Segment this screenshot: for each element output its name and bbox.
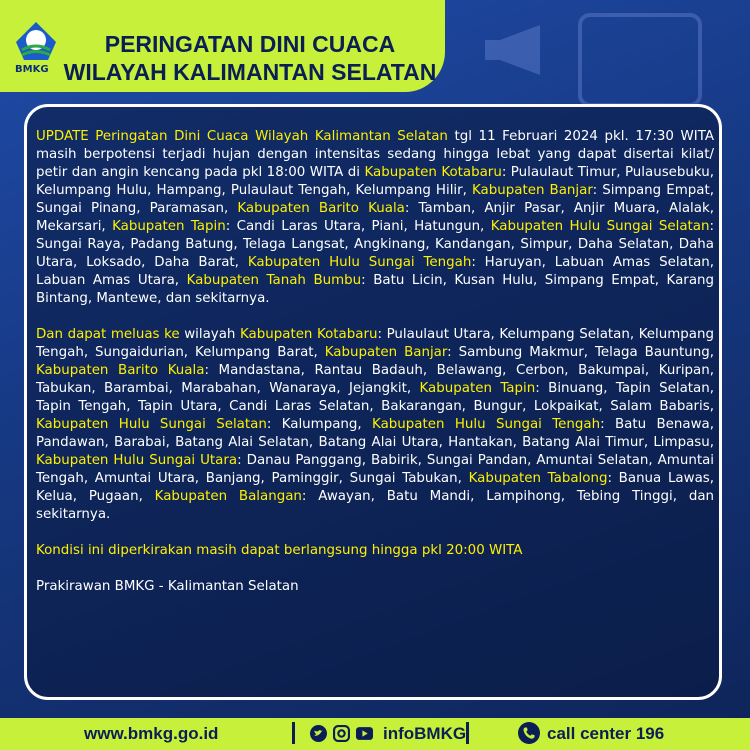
body-text: : Sungai Raya, Padang Batung, Telaga Langsat, Angkinang, Kandangan, Simpur, Daha Selatan, Daha Utara, Loksado, Daha Barat, (36, 219, 714, 270)
body-text: : Kalumpang, (266, 417, 373, 432)
body-text: Prakirawan BMKG - Kalimantan Selatan (36, 579, 299, 594)
header-banner (0, 0, 445, 92)
highlight-text: Kabupaten Kotabaru (240, 327, 378, 342)
highlight-text: Kabupaten Barito Kuala (237, 201, 405, 216)
body-text: : Mandastana, Rantau Badauh, Belawang, Cerbon, Bakumpai, Kuripan, Tabukan, Barambai, Marabahan, Wanaraya, Jejangkit, (36, 363, 714, 396)
call-center[interactable]: call center 196 (547, 724, 665, 743)
highlight-text: Kabupaten Tanah Bumbu (186, 273, 362, 288)
divider (292, 722, 295, 744)
instagram-icon[interactable] (333, 725, 350, 742)
highlight-text: UPDATE Peringatan Dini Cuaca Wilayah Kalimantan Selatan (36, 129, 448, 144)
body-text: : Pulaulaut Timur, Pulausebuku, Kelumpang Hulu, Hampang, Pulaulaut Tengah, Kelumpang Hilir, (36, 165, 714, 198)
body-text: wilayah (179, 327, 240, 342)
megaphone-tablet-decoration (460, 10, 730, 110)
body-text: : Pulaulaut Utara, Kelumpang Selatan, Kelumpang Tengah, Sungaidurian, Kelumpang Barat, (36, 327, 714, 360)
highlight-text: Kabupaten Hulu Sungai Selatan (490, 219, 710, 234)
body-text: : Binuang, Tapin Selatan, Tapin Tengah, Tapin Utara, Candi Laras Selatan, Bakarangan, Bungur, Lokpaikat, Salam Babaris, (36, 381, 714, 414)
highlight-text: Kabupaten Hulu Sungai Tengah (247, 255, 472, 270)
social-handle[interactable]: infoBMKG (383, 724, 467, 743)
highlight-text: Kabupaten Banjar (324, 345, 448, 360)
title-line-1: PERINGATAN DINI CUACA (104, 31, 396, 57)
body-text: : Banua Lawas, Kelua, Pugaan, (36, 471, 715, 504)
logo-text: BMKG (15, 64, 49, 75)
highlight-text: Kabupaten Hulu Sungai Utara (36, 453, 238, 468)
paragraph-4 (36, 578, 714, 596)
highlight-text: Dan dapat meluas ke (36, 327, 180, 342)
body-text: : Batu Licin, Kusan Hulu, Simpang Empat, Karang Bintang, Mantewe, dan sekitarnya. (36, 273, 715, 306)
divider (466, 722, 469, 744)
highlight-text: Kabupaten Hulu Sungai Selatan (36, 417, 267, 432)
phone-icon (518, 722, 540, 744)
body-text: : Awayan, Batu Mandi, Lampihong, Tebing Tinggi, dan sekitarnya. (36, 489, 715, 522)
body-text: tgl 11 Februari 2024 pkl. 17:30 WITA masih berpotensi terjadi hujan dengan intensitas sedang hingga lebat yang dapat disertai kilat/ petir dan angin kencang pada pkl 18:00 WITA di (36, 129, 715, 180)
body-text: : Sambung Makmur, Telaga Bauntung, (447, 345, 714, 360)
body-text: : Candi Laras Utara, Piani, Hatungun, (225, 219, 491, 234)
highlight-text: Kondisi ini diperkirakan masih dapat berlangsung hingga pkl 20:00 WITA (36, 543, 523, 558)
website-link[interactable]: www.bmkg.go.id (84, 724, 219, 743)
title-line-2: WILAYAH KALIMANTAN SELATAN (63, 59, 437, 85)
highlight-text: Kabupaten Tapin (419, 381, 536, 396)
youtube-icon[interactable] (356, 725, 373, 742)
body-text: : Tamban, Anjir Pasar, Anjir Muara, Alalak, Mekarsari, (36, 201, 714, 234)
highlight-text: Kabupaten Kotabaru (364, 165, 502, 180)
highlight-text: Kabupaten Tapin (112, 219, 226, 234)
body-text: : Simpang Empat, Sungai Pinang, Paramasan, (36, 183, 714, 216)
warning-content (36, 128, 714, 614)
body-text: : Haruyan, Labuan Amas Selatan, Labuan Amas Utara, (36, 255, 715, 288)
highlight-text: Kabupaten Tabalong (468, 471, 608, 486)
body-text: : Danau Panggang, Babirik, Sungai Pandan, Amuntai Selatan, Amuntai Tengah, Amuntai Utara, Banjang, Paminggir, Sungai Tabukan, (36, 453, 714, 486)
twitter-icon[interactable] (310, 725, 327, 742)
highlight-text: Kabupaten Hulu Sungai Tengah (372, 417, 601, 432)
highlight-text: Kabupaten Barito Kuala (36, 363, 205, 378)
highlight-text: Kabupaten Balangan (154, 489, 302, 504)
body-text: : Batu Benawa, Pandawan, Barabai, Batang Alai Selatan, Batang Alai Utara, Hantakan, Batang Alai Timur, Limpasu, (36, 417, 715, 450)
paragraph-2 (36, 326, 714, 524)
highlight-text: Kabupaten Banjar (472, 183, 593, 198)
paragraph-1 (36, 128, 714, 308)
paragraph-3 (36, 542, 714, 560)
footer-bar (0, 718, 750, 750)
